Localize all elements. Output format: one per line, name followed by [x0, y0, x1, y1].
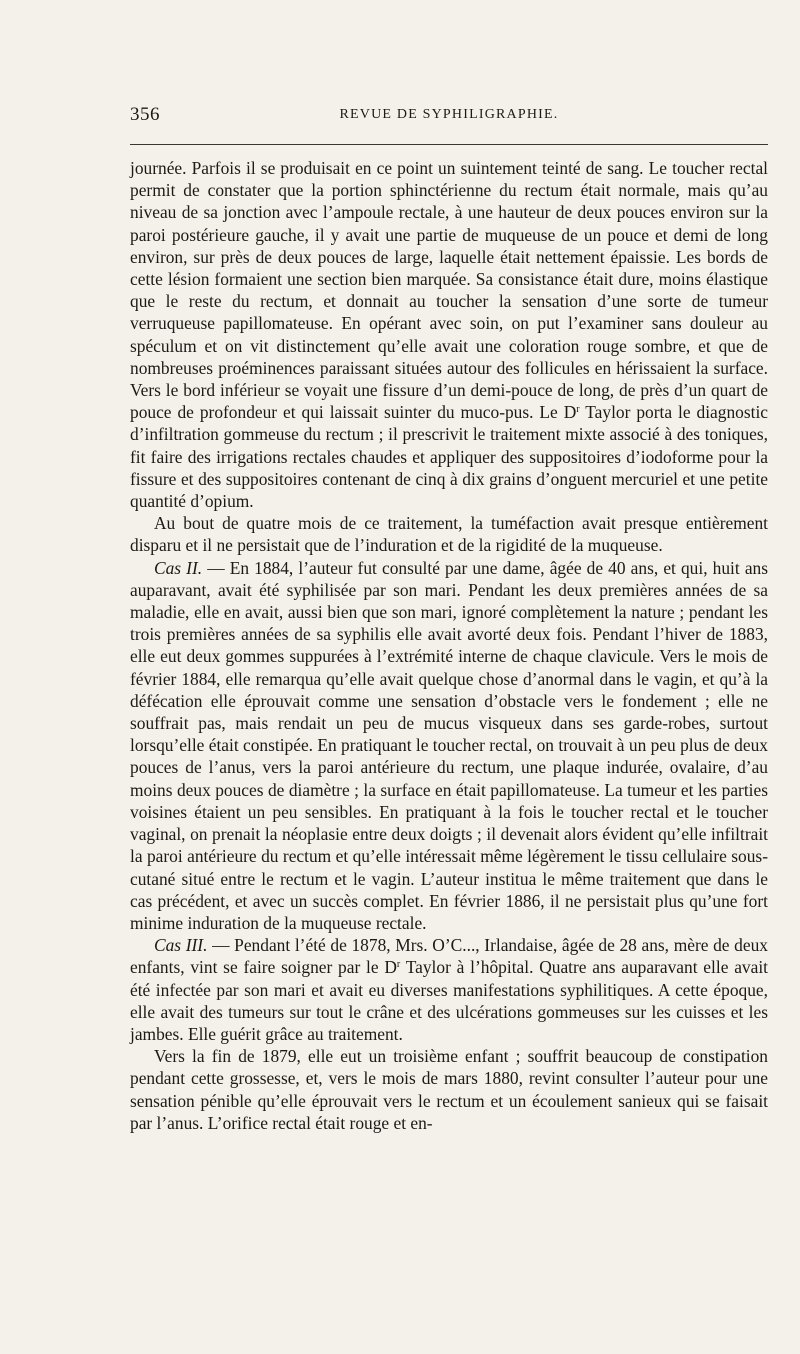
- paragraph-case-2: [130, 557, 768, 934]
- paragraph-text-after: Taylor à l’hôpital. Quatre ans auparavant elle avait été infectée par son mari et avait eu diverses manifestations syphilitiques. A cette époque, elle avait des tumeurs sur tout le crâne et des ulcérations gommeuses sur les cuisses et les jambes. Elle guérit grâce au traitement.: [130, 957, 768, 1044]
- paragraph-case-3: [130, 934, 768, 1045]
- running-title: REVUE DE SYPHILIGRAPHIE.: [339, 107, 559, 122]
- superscript: r: [396, 959, 401, 971]
- header-rule: [130, 144, 768, 145]
- case-label: Cas II.: [154, 557, 203, 578]
- case-label: Cas III.: [154, 935, 208, 956]
- paragraph: [130, 1045, 768, 1134]
- paragraph-text: Vers la fin de 1879, elle eut un troisième enfant ; souffrit beaucoup de constipation pendant cette grossesse, et, vers le mois de mars 1880, revint consulter l’auteur pour une sensation pénible qu’elle éprouvait vers le rectum et un écoulement sanieux qui se faisait par l’anus. L’orifice rectal était rouge et en-: [130, 1046, 768, 1133]
- body-text: [130, 157, 768, 1134]
- running-header: [130, 104, 768, 130]
- page-number: 356: [130, 104, 160, 125]
- paragraph-continuation: [130, 157, 768, 512]
- paragraph-text: — En 1884, l’auteur fut consulté par une dame, âgée de 40 ans, et qui, huit ans auparavant, avait été syphilisée par son mari. Pendant les deux premières années de sa maladie, elle en avait, aussi bien que son mari, ignoré complètement la nature ; pendant les trois premières années de sa syphilis elle avait avorté deux fois. Pendant l’hiver de 1883, elle eut deux gommes suppurées à l’extrémité interne de chaque clavicule. Vers le mois de février 1884, elle remarqua qu’elle avait quelque chose d’anormal dans le vagin, et qu’à la défécation elle éprouvait comme une sensation d’obstacle vers le fondement ; elle ne souffrait pas, mais rendait un peu de mucus visqueux dans ses garde-robes, surtout lorsqu’elle était constipée. En pratiquant le toucher rectal, on trouvait à un peu plus de deux pouces de l’anus, vers la paroi antérieure du rectum, une plaque indurée, ovalaire, d’au moins deux pouces de diamètre ; la surface en était papillomateuse. La tumeur et les parties voisines étaient un peu sensibles. En pratiquant à la fois le toucher rectal et le toucher vaginal, on prenait la néoplasie entre deux doigts ; il devenait alors évident qu’elle infiltrait la paroi antérieure du rectum et qu’elle intéressait même légèrement le tissu cellulaire sous-cutané situé entre le rectum et le vagin. L’auteur institua le même traitement que dans le cas précédent, et avec un succès complet. En février 1886, il ne persistait plus qu’une fort minime induration de la muqueuse rectale.: [130, 557, 768, 933]
- paragraph-text: Au bout de quatre mois de ce traitement, la tuméfaction avait presque entièrement disparu et il ne persistait que de l’induration et de la rigidité de la muqueuse.: [130, 513, 768, 556]
- paragraph-text: journée. Parfois il se produisait en ce point un suintement teinté de sang. Le toucher rectal permit de constater que la portion sphinctérienne du rectum était normale, mais qu’au niveau de sa jonction avec l’ampoule rectale, à une hauteur de deux pouces environ sur la paroi postérieure gauche, il y avait une partie de muqueuse de un pouce et demi de long environ, sur près de deux pouces de large, laquelle était nettement épaissie. Les bords de cette lésion formaient une section bien marquée. Sa consistance était dure, moins élastique que le reste du rectum, et donnait au toucher la sensation d’une sorte de tumeur verruqueuse papillomateuse. En opérant avec soin, on put l’examiner sans douleur au spéculum et on vit distinctement qu’elle avait une coloration rouge sombre, et que de nombreuses proéminences paraissant situées autour des follicules en hérissaient la surface. Vers le bord inférieur se voyait une fissure d’un demi-pouce de long, de près d’un quart de pouce de profondeur et qui laissait suinter du muco-pus. Le D: [130, 158, 768, 423]
- paragraph: [130, 512, 768, 556]
- paragraph-text: — Pendant l’été de 1878, Mrs. O’C..., Irlandaise, âgée de 28 ans, mère de deux enfants, vint se faire soigner par le D: [130, 935, 768, 978]
- superscript: r: [576, 404, 580, 416]
- paragraph-text-after: Taylor porta le diagnostic d’infiltration gommeuse du rectum ; il prescrivit le traitement mixte associé à des toniques, fit faire des irrigations rectales chaudes et appliquer des suppositoires d’iodoforme pour la fissure et des suppositoires contenant de cinq à dix grains d’onguent mercuriel et une petite quantité d’opium.: [130, 402, 768, 512]
- document-page: [130, 104, 768, 1134]
